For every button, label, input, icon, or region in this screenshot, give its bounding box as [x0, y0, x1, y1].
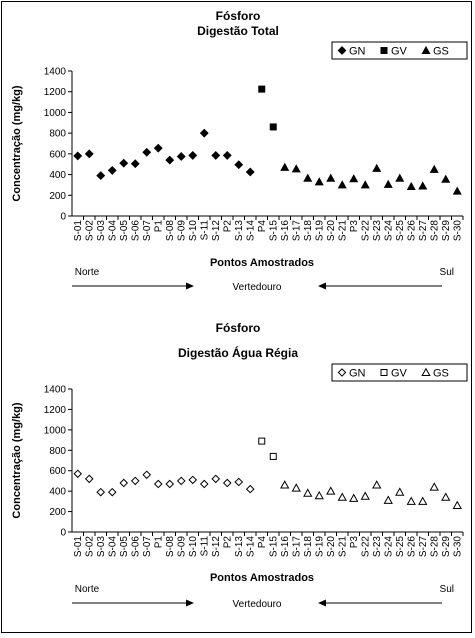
chart1-x-tick-label: S-09 — [176, 220, 188, 242]
chart2-y-axis-label: Concentração (mg/kg) — [11, 402, 23, 519]
chart1-point-gn-s-01 — [74, 152, 82, 160]
chart1-x-tick-label: S-19 — [314, 220, 326, 242]
chart1-x-tick-label: S-14 — [245, 220, 257, 242]
chart1-x-tick-label: S-30 — [452, 220, 464, 242]
chart1-point-gs-s-23 — [373, 164, 381, 171]
chart1-point-gv-s-15 — [270, 124, 276, 130]
chart1-y-tick-label: 200 — [49, 190, 66, 202]
chart1-x-tick-label: S-24 — [383, 220, 395, 242]
chart1-x-tick-label: S-22 — [360, 220, 372, 242]
chart2-point-gs-s-23 — [373, 481, 381, 488]
chart2-point-gn-s-01 — [74, 470, 81, 477]
chart2-x-tick-label: S-24 — [383, 536, 395, 558]
chart2-x-tick-label: S-09 — [176, 536, 188, 558]
chart2-x-tick-label: S-27 — [417, 536, 429, 558]
chart2-legend-label-gn: GN — [349, 367, 366, 380]
chart1-x-tick-label: S-03 — [95, 220, 107, 242]
chart2-point-gs-s-17 — [292, 484, 300, 491]
chart1-legend-marker-gv — [381, 47, 387, 53]
chart2-x-axis-label: Pontos Amostrados — [209, 572, 315, 584]
chart2-point-gs-s-28 — [430, 483, 438, 490]
chart1-point-gs-s-28 — [430, 165, 438, 172]
chart2-x-tick-label: S-17 — [291, 536, 303, 558]
chart2-x-tick-label: S-18 — [302, 536, 314, 558]
chart1-point-gs-s-20 — [327, 174, 335, 181]
charts-canvas — [2, 2, 475, 638]
chart1-x-tick-label: S-12 — [210, 220, 222, 242]
chart1-x-tick-label: S-27 — [417, 220, 429, 242]
chart2-x-tick-label: P3 — [348, 536, 360, 549]
chart1-point-gn-s-03 — [97, 172, 105, 180]
chart2-point-gn-s-09 — [178, 477, 185, 484]
chart1-point-gn-s-13 — [235, 161, 243, 169]
chart1-subtitle: Digestão Total — [197, 24, 279, 38]
chart1-x-tick-label: S-01 — [72, 220, 84, 242]
chart1-x-tick-label: S-16 — [279, 220, 291, 242]
chart2-x-tick-label: S-16 — [279, 536, 291, 558]
chart1-x-tick-label: S-23 — [371, 220, 383, 242]
chart2-x-tick-label: S-15 — [268, 536, 280, 558]
figure-frame — [1, 1, 472, 633]
chart1-point-gs-s-18 — [304, 174, 312, 181]
chart1-point-gs-s-17 — [292, 165, 300, 172]
chart1-point-gn-s-11 — [200, 129, 208, 137]
chart1-x-axis-label: Pontos Amostrados — [209, 257, 315, 269]
chart2-x-tick-label: S-06 — [130, 536, 142, 558]
chart2-point-gn-s-11 — [201, 480, 208, 487]
chart1-x-tick-label: S-08 — [164, 220, 176, 242]
chart1-x-tick-label: S-28 — [429, 220, 441, 242]
chart2-y-tick-label: 1200 — [43, 404, 66, 416]
chart2-point-gn-s-12 — [212, 475, 219, 482]
chart1-point-gv-p4 — [259, 86, 265, 92]
chart2-title: Fósforo — [215, 321, 261, 335]
chart1-point-gs-s-27 — [419, 182, 427, 189]
chart2-x-tick-label: S-23 — [371, 536, 383, 558]
chart2-point-gn-s-07 — [143, 471, 150, 478]
chart1-point-gs-s-22 — [361, 181, 369, 188]
chart1-point-gn-s-12 — [212, 151, 220, 159]
chart1-x-tick-label: S-05 — [118, 220, 130, 242]
chart1-x-tick-label: S-06 — [130, 220, 142, 242]
chart2-x-tick-label: S-20 — [325, 536, 337, 558]
chart2-point-gs-s-22 — [361, 492, 369, 499]
chart2-point-gn-s-05 — [120, 479, 127, 486]
chart2-x-tick-label: S-05 — [118, 536, 130, 558]
chart2-point-gn-s-13 — [235, 478, 242, 485]
chart2-annotation-south: Sul — [439, 584, 454, 595]
chart1-x-tick-label: S-10 — [187, 220, 199, 242]
chart2-y-tick-label: 600 — [49, 466, 66, 478]
chart1-point-gn-s-08 — [166, 156, 174, 164]
chart1-point-gs-p3 — [350, 175, 358, 182]
chart1-y-tick-label: 0 — [60, 211, 66, 223]
chart2-x-tick-label: S-22 — [360, 536, 372, 558]
chart1-point-gs-s-16 — [281, 163, 289, 170]
chart2-x-tick-label: P2 — [222, 536, 234, 549]
chart1-legend-label-gv: GV — [391, 45, 407, 58]
chart1-x-tick-label: S-04 — [107, 220, 119, 242]
chart2-point-gn-s-06 — [132, 477, 139, 484]
chart1-annotation-south: Sul — [439, 267, 454, 278]
chart2-x-tick-label: S-14 — [245, 536, 257, 558]
chart2-x-tick-label: S-29 — [440, 536, 452, 558]
chart2-x-tick-label: S-28 — [429, 536, 441, 558]
chart1-x-tick-label: P1 — [153, 220, 165, 233]
chart2-point-gv-s-15 — [270, 453, 276, 459]
chart2-x-tick-label: S-21 — [337, 536, 349, 558]
chart2-y-tick-label: 400 — [49, 486, 66, 498]
chart2-x-tick-label: S-30 — [452, 536, 464, 558]
chart2-point-gn-s-10 — [189, 476, 196, 483]
chart1-legend-label-gn: GN — [349, 45, 366, 58]
chart1-x-tick-label: S-17 — [291, 220, 303, 242]
chart2-point-gs-s-20 — [327, 487, 335, 494]
chart1-x-tick-label: S-29 — [440, 220, 452, 242]
chart2-x-tick-label: S-13 — [233, 536, 245, 558]
chart2-subtitle: Digestão Água Régia — [177, 346, 299, 360]
chart1-annotation-north: Norte — [74, 267, 100, 278]
chart2-y-tick-label: 800 — [49, 445, 66, 457]
chart2-y-tick-label: 1000 — [43, 425, 66, 437]
chart2-x-tick-label: S-25 — [394, 536, 406, 558]
chart2-legend-label-gv: GV — [391, 367, 407, 380]
chart2-x-tick-label: S-19 — [314, 536, 326, 558]
chart2-annotation-spillway: Vertedouro — [232, 599, 282, 610]
chart1-y-tick-label: 400 — [49, 170, 66, 182]
chart1-point-gs-s-30 — [453, 187, 461, 194]
chart2-x-tick-label: S-02 — [84, 536, 96, 558]
chart1-point-gn-s-05 — [120, 159, 128, 167]
chart1-x-tick-label: S-15 — [268, 220, 280, 242]
chart1-point-gs-s-26 — [407, 182, 415, 189]
chart1-y-tick-label: 600 — [49, 149, 66, 161]
chart2-x-tick-label: S-10 — [187, 536, 199, 558]
chart2-x-tick-label: P4 — [256, 536, 268, 549]
chart2-y-tick-label: 0 — [60, 527, 66, 539]
chart1-x-tick-label: S-25 — [394, 220, 406, 242]
chart2-point-gv-p4 — [259, 438, 265, 444]
chart1-x-tick-label: P2 — [222, 220, 234, 233]
chart1-point-gn-s-09 — [177, 152, 185, 160]
chart2-x-tick-label: S-26 — [406, 536, 418, 558]
chart1-x-tick-label: S-21 — [337, 220, 349, 242]
chart1-legend-label-gs: GS — [433, 45, 449, 58]
chart1-point-gs-s-24 — [384, 180, 392, 187]
chart2-arrow-left-head — [186, 600, 194, 607]
chart1-point-gn-s-10 — [189, 151, 197, 159]
chart2-x-tick-label: S-01 — [72, 536, 84, 558]
chart2-arrow-right-head — [318, 600, 326, 607]
chart1-point-gn-s-14 — [246, 168, 254, 176]
chart2-point-gn-s-08 — [166, 480, 173, 487]
chart2-legend-label-gs: GS — [433, 367, 449, 380]
chart2-point-gs-s-30 — [453, 502, 461, 509]
chart1-x-tick-label: S-07 — [141, 220, 153, 242]
chart1-y-tick-label: 800 — [49, 128, 66, 140]
chart2-point-gs-s-24 — [384, 497, 392, 504]
chart2-point-gn-s-14 — [247, 486, 254, 493]
chart1-title: Fósforo — [215, 9, 261, 23]
chart2-point-gs-s-29 — [442, 493, 450, 500]
chart1-y-tick-label: 1200 — [43, 87, 66, 99]
chart1-point-gn-s-02 — [85, 150, 93, 158]
chart2-x-tick-label: S-03 — [95, 536, 107, 558]
chart2-point-gs-s-16 — [281, 481, 289, 488]
chart1-x-tick-label: P3 — [348, 220, 360, 233]
chart1-point-gn-p1 — [154, 144, 162, 152]
chart1-point-gn-s-04 — [108, 166, 116, 174]
chart1-point-gn-p2 — [223, 151, 231, 159]
chart2-x-tick-label: S-04 — [107, 536, 119, 558]
chart1-y-tick-label: 1000 — [43, 107, 66, 119]
chart2-x-tick-label: S-12 — [210, 536, 222, 558]
chart2-point-gn-s-03 — [97, 489, 104, 496]
chart2-x-tick-label: S-07 — [141, 536, 153, 558]
chart2-point-gs-s-18 — [304, 489, 312, 496]
chart1-arrow-left-head — [186, 283, 194, 290]
chart1-x-tick-label: S-20 — [325, 220, 337, 242]
chart2-point-gs-p3 — [350, 494, 358, 501]
chart2-point-gn-s-02 — [86, 475, 93, 482]
chart1-x-tick-label: S-18 — [302, 220, 314, 242]
chart1-x-tick-label: S-13 — [233, 220, 245, 242]
chart1-point-gn-s-06 — [131, 160, 139, 168]
chart2-point-gs-s-26 — [407, 498, 415, 505]
chart2-point-gn-s-04 — [109, 489, 116, 496]
chart1-point-gs-s-19 — [315, 178, 323, 185]
chart1-x-tick-label: S-26 — [406, 220, 418, 242]
chart2-y-tick-label: 1400 — [43, 384, 66, 396]
chart1-point-gs-s-21 — [338, 181, 346, 188]
chart1-x-tick-label: P4 — [256, 220, 268, 233]
chart2-point-gs-s-27 — [419, 498, 427, 505]
chart1-y-axis-label: Concentração (mg/kg) — [11, 85, 23, 202]
chart2-annotation-north: Norte — [74, 584, 100, 595]
chart1-point-gn-s-07 — [143, 148, 151, 156]
chart1-point-gs-s-29 — [442, 175, 450, 182]
chart2-legend-marker-gv — [381, 370, 387, 376]
chart2-point-gn-p1 — [155, 480, 162, 487]
chart2-x-tick-label: S-11 — [199, 536, 211, 557]
chart2-x-tick-label: S-08 — [164, 536, 176, 558]
chart1-x-tick-label: S-02 — [84, 220, 96, 242]
chart2-point-gs-s-25 — [396, 488, 404, 495]
chart2-x-tick-label: P1 — [153, 536, 165, 549]
chart1-x-tick-label: S-11 — [199, 220, 211, 241]
chart1-arrow-right-head — [318, 283, 326, 290]
chart1-annotation-spillway: Vertedouro — [232, 282, 282, 293]
chart2-point-gn-p2 — [224, 479, 231, 486]
chart1-y-tick-label: 1400 — [43, 66, 66, 78]
chart2-point-gs-s-21 — [338, 493, 346, 500]
chart1-point-gs-s-25 — [396, 174, 404, 181]
chart2-point-gs-s-19 — [315, 492, 323, 499]
chart2-y-tick-label: 200 — [49, 507, 66, 519]
